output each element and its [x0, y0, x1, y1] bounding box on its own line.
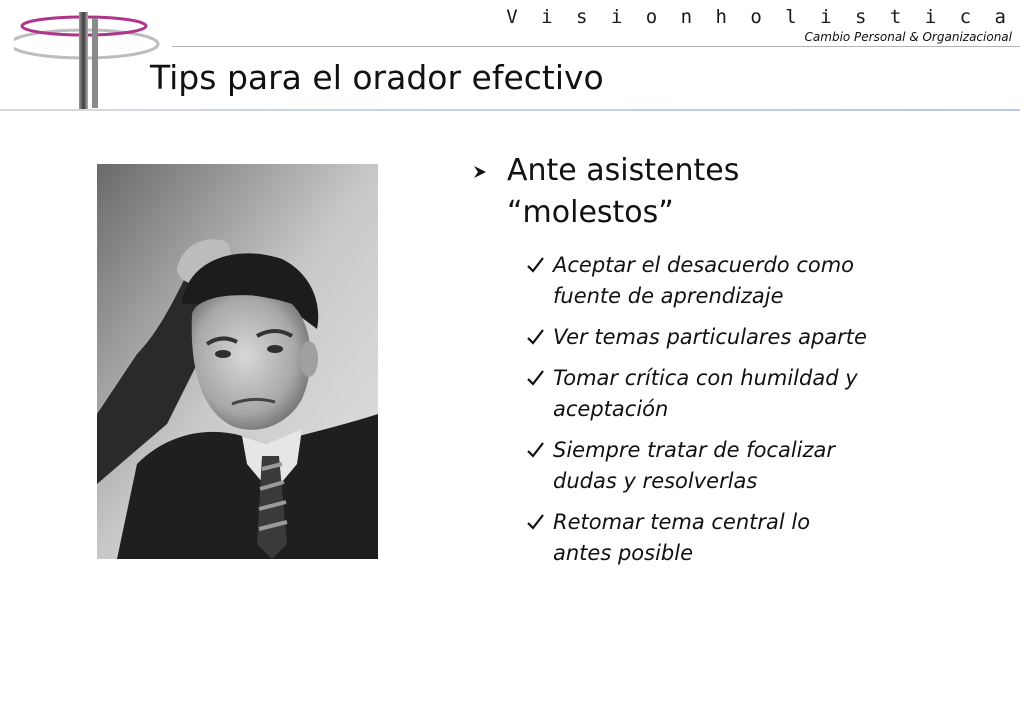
- sub-bullet-line-1: Siempre tratar de focalizar: [553, 438, 836, 462]
- sub-bullet: [470, 507, 970, 569]
- checkmark-icon: [527, 329, 544, 345]
- sub-bullet-line-1: Tomar crítica con humildad y: [553, 366, 858, 390]
- slide-title: Tips para el orador efectivo: [150, 58, 604, 97]
- sub-bullet-line-2: antes posible: [553, 541, 693, 565]
- checkmark-icon: [527, 442, 544, 458]
- checkmark-icon: [527, 257, 544, 273]
- header-divider: [172, 46, 1020, 47]
- main-bullet-line-2: “molestos”: [507, 195, 674, 230]
- logo: [14, 8, 164, 113]
- checkmark-icon: [527, 370, 544, 386]
- sub-bullet-line-1: Retomar tema central lo: [553, 510, 811, 534]
- checkmark-icon: [527, 514, 544, 530]
- title-divider: [0, 109, 1020, 111]
- sub-bullet-line-1: Aceptar el desacuerdo como: [553, 253, 855, 277]
- sub-bullet-line-1: Ver temas particulares aparte: [553, 325, 867, 349]
- sub-bullet-line-2: aceptación: [553, 397, 669, 421]
- sub-bullet: [470, 363, 970, 425]
- brand-name: V i s i o n h o l i s t i c a: [506, 6, 1012, 28]
- sub-bullet-line-2: dudas y resolverlas: [553, 469, 758, 493]
- confused-man-photo: [97, 164, 378, 559]
- brand-header: [506, 6, 1012, 44]
- main-bullet: [470, 150, 970, 234]
- sub-bullet-list: [470, 250, 970, 569]
- brand-subtitle: Cambio Personal & Organizacional: [804, 30, 1012, 44]
- sub-bullet: [470, 435, 970, 497]
- arrowhead-bullet-icon: [472, 164, 488, 180]
- sub-bullet: [470, 250, 970, 312]
- bullet-content: [470, 150, 970, 579]
- main-bullet-line-1: Ante asistentes: [507, 153, 740, 188]
- sub-bullet-line-2: fuente de aprendizaje: [553, 284, 784, 308]
- sub-bullet: [470, 322, 970, 353]
